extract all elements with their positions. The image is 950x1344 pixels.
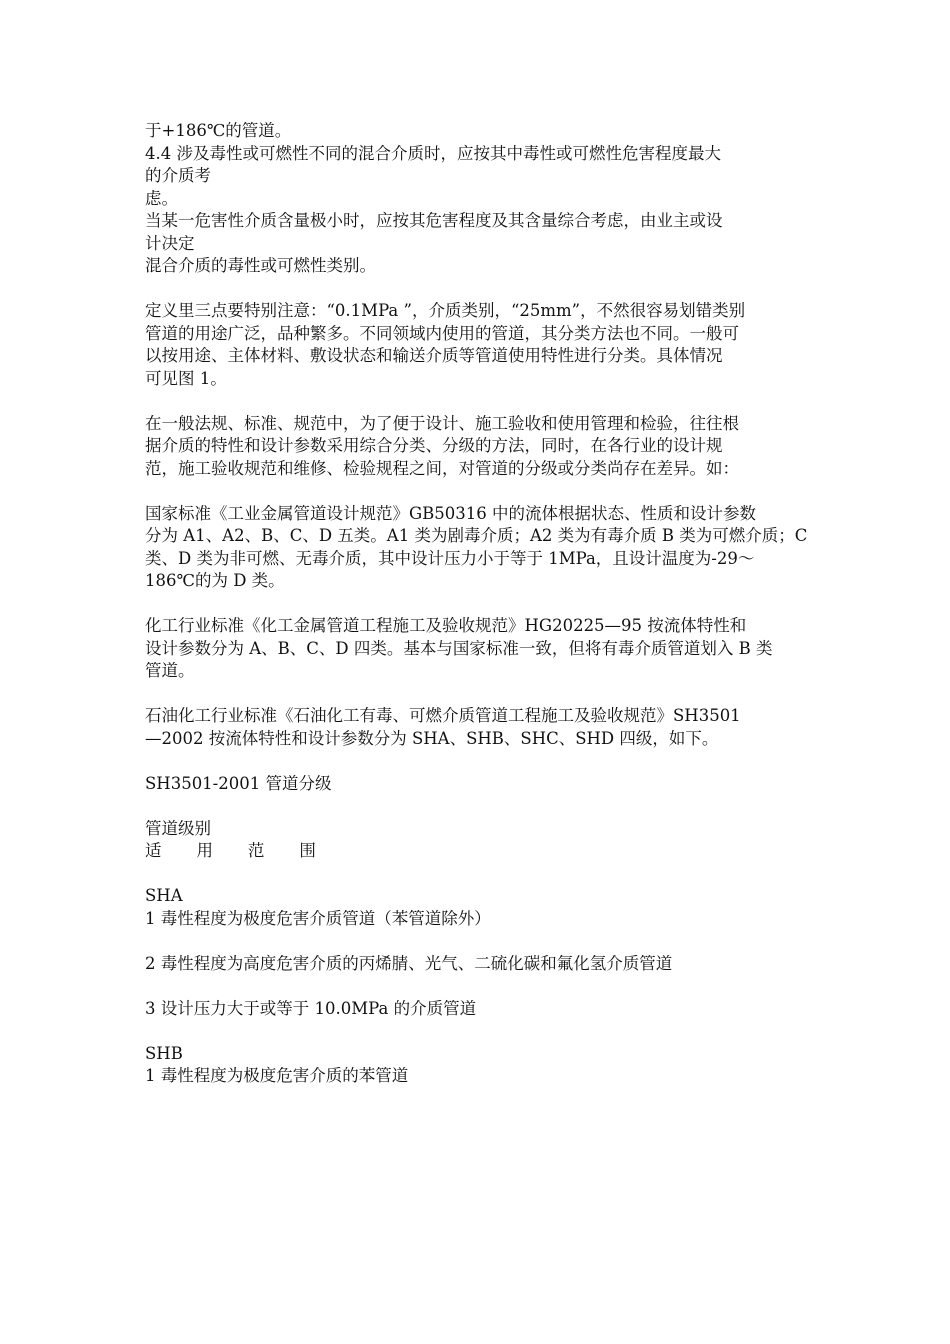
text-line: 当某一危害性介质含量极小时，应按其危害程度及其含量综合考虑，由业主或设 <box>145 211 723 230</box>
table-scope-item: 1 毒性程度为极度危害介质的苯管道 <box>145 1066 409 1085</box>
blank-line <box>145 683 815 706</box>
text-line: 设计参数分为 A、B、C、D 四类。基本与国家标准一致，但将有毒介质管道划入 B 类 <box>145 638 773 658</box>
document-body <box>145 120 815 1088</box>
blank-line <box>145 930 815 953</box>
text-line: 化工行业标准《化工金属管道工程施工及验收规范》HG20225—95 按流体特性和 <box>145 616 747 635</box>
text-line: 4.4 涉及毒性或可燃性不同的混合介质时，应按其中毒性或可燃性危害程度最大 <box>145 143 721 163</box>
blank-line <box>145 863 815 886</box>
text-line: 国家标准《工业金属管道设计规范》GB50316 中的流体根据状态、性质和设计参数 <box>145 503 757 523</box>
text-line: 的介质考 <box>145 166 211 185</box>
blank-line <box>145 795 815 818</box>
table-scope-item: 1 毒性程度为极度危害介质管道（苯管道除外） <box>145 908 491 928</box>
text-line: 分为 A1、A2、B、C、D 五类。A1 类为剧毒介质；A2 类为有毒介质 B 类为可燃介质；C <box>145 526 808 545</box>
text-line: 虑。 <box>145 188 178 208</box>
text-line: —2002 按流体特性和设计参数分为 SHA、SHB、SHC、SHD 四级，如下。 <box>145 728 719 748</box>
table-scope-item: 3 设计压力大于或等于 10.0MPa 的介质管道 <box>145 998 477 1018</box>
text-line: 管道。 <box>145 661 195 680</box>
text-line: 石油化工行业标准《石油化工有毒、可燃介质管道工程施工及验收规范》SH3501 <box>145 706 741 725</box>
table-title: SH3501-2001 管道分级 <box>145 773 332 793</box>
text-line: 可见图 1。 <box>145 368 227 388</box>
text-line: 186℃的为 D 类。 <box>145 571 285 590</box>
text-line: 定义里三点要特别注意：“0.1MPa ”，介质类别，“25mm”，不然很容易划错类别 <box>145 301 746 320</box>
blank-line <box>145 1020 815 1043</box>
text-line: 管道的用途广泛，品种繁多。不同领域内使用的管道，其分类方法也不同。一般可 <box>145 323 739 343</box>
text-line: 以按用途、主体材料、敷设状态和输送介质等管道使用特性进行分类。具体情况 <box>145 346 723 365</box>
blank-line <box>145 480 815 503</box>
blank-line <box>145 975 815 998</box>
text-line: 类、D 类为非可燃、无毒介质，其中设计压力小于等于 1MPa，且设计温度为-29～ <box>145 548 755 568</box>
text-line: 范，施工验收规范和维修、检验规程之间，对管道的分级或分类尚存在差异。如： <box>145 458 739 478</box>
text-line: 在一般法规、标准、规范中，为了便于设计、施工验收和使用管理和检验，往往根 <box>145 413 739 433</box>
text-line: 据介质的特性和设计参数采用综合分类、分级的方法，同时，在各行业的设计规 <box>145 436 723 455</box>
table-level-label: SHA <box>145 886 183 905</box>
table-level-label: SHB <box>145 1043 183 1063</box>
text-line: 混合介质的毒性或可燃性类别。 <box>145 256 376 275</box>
table-scope-item: 2 毒性程度为高度危害介质的丙烯腈、光气、二硫化碳和氟化氢介质管道 <box>145 953 673 973</box>
blank-line <box>145 278 815 301</box>
blank-line <box>145 750 815 773</box>
table-header-scope: 适 用 范 围 <box>145 841 331 860</box>
text-line: 计决定 <box>145 233 195 253</box>
table-header-level: 管道级别 <box>145 818 211 838</box>
blank-line <box>145 390 815 413</box>
blank-line <box>145 593 815 616</box>
text-line: 于+186℃的管道。 <box>145 121 292 140</box>
